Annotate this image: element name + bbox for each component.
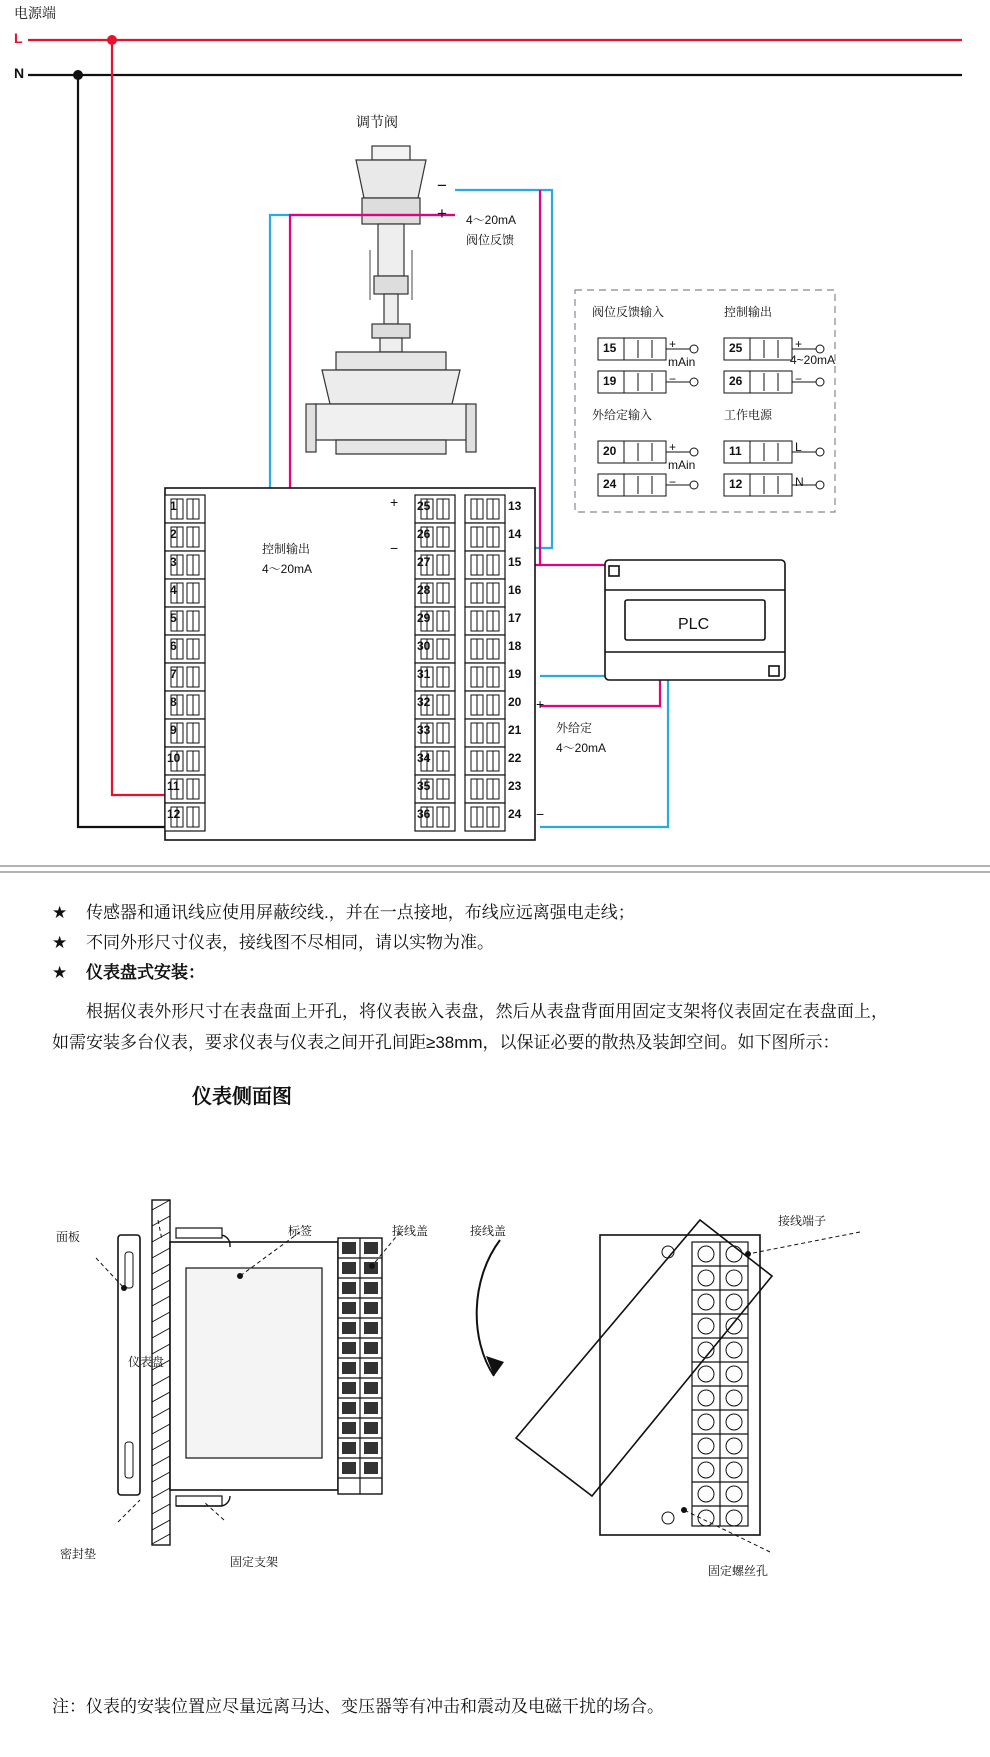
control-valve-graphic <box>306 146 476 454</box>
terminal-block-label: 接线端子 <box>778 1214 827 1228</box>
valve-plus-label: + <box>437 204 447 223</box>
terminal-left-5: 5 <box>170 611 177 625</box>
panel-board-graphic <box>152 1200 170 1545</box>
terminal-right-22: 22 <box>508 751 522 765</box>
bracket-label: 固定支架 <box>230 1555 279 1569</box>
terminal-right-20: 20 <box>508 695 522 709</box>
legend-term-15: 15 <box>603 341 617 355</box>
install-paragraph: 根据仪表外形尺寸在表盘面上开孔，将仪表嵌入表盘，然后从表盘背面用固定支架将仪表固定在表盘面上，如需安装多台仪表，要求仪表与仪表之间开孔间距≥38mm，以保证必要的散热及装卸空间。如下图所示： <box>52 1002 888 1052</box>
note-item-3 <box>52 958 938 988</box>
terminal-right-14: 14 <box>508 527 522 541</box>
legend-sign-minus-1: − <box>669 372 677 386</box>
terminal-mid-32: 32 <box>417 695 431 709</box>
control-output-label: 控制输出 <box>262 542 311 556</box>
ext-setpoint-label: 外给定 <box>556 721 593 735</box>
power-source-label: 电源端 <box>14 5 56 21</box>
legend-sign-L: L <box>795 440 802 454</box>
terminal-strip-right <box>465 495 505 831</box>
terminal-mid-33: 33 <box>417 723 431 737</box>
terminal-left-10: 10 <box>167 751 181 765</box>
legend-sign-N: N <box>795 475 804 489</box>
note-text-2: 不同外形尺寸仪表，接线图不尽相同，请以实物为准。 <box>85 933 494 952</box>
terminal-mid-28: 28 <box>417 583 431 597</box>
notes-section <box>0 880 990 1109</box>
control-valve-title: 调节阀 <box>356 114 398 130</box>
terminal-mid-31: 31 <box>417 667 431 681</box>
note-item-2 <box>52 928 938 958</box>
terminal-left-11: 11 <box>167 779 180 793</box>
terminal-mid-26: 26 <box>417 527 431 541</box>
legend-title-feedback-input: 阀位反馈输入 <box>592 305 665 319</box>
legend-term-25: 25 <box>729 341 743 355</box>
terminal-right-13: 13 <box>508 499 522 513</box>
terminal-right-21: 21 <box>508 723 522 737</box>
bullet-star-icon-2: ★ <box>52 933 68 952</box>
terminal-mid-35: 35 <box>417 779 431 793</box>
panel-board-label: 仪表盘 <box>128 1355 165 1369</box>
legend-title-ext-setpoint-input: 外给定输入 <box>592 408 653 422</box>
terminal-mid-29: 29 <box>417 611 431 625</box>
terminal-left-4: 4 <box>170 583 177 597</box>
legend-title-work-power: 工作电源 <box>724 408 773 422</box>
bullet-star-icon: ★ <box>52 903 68 922</box>
terminal-right-16: 16 <box>508 583 522 597</box>
terminal-mid-27: 27 <box>417 555 431 569</box>
line-N-label: N <box>14 65 25 81</box>
terminal-mid-25: 25 <box>417 499 431 513</box>
wiring-cover-label-2: 接线盖 <box>470 1224 507 1238</box>
note-item-1 <box>52 898 938 928</box>
gasket-label: 密封垫 <box>60 1547 97 1561</box>
footer-note: 注：仪表的安装位置应尽量远离马达、变压器等有冲击和震动及电磁干扰的场合。 <box>52 1697 664 1716</box>
terminal-left-7: 7 <box>170 667 177 681</box>
legend-term-26: 26 <box>729 374 743 388</box>
note-text-1: 传感器和通讯线应使用屏蔽绞线.，并在一点接地，布线应远离强电走线； <box>85 903 635 922</box>
side-view-figure <box>0 1180 990 1600</box>
legend-sign-minus-3: − <box>669 475 677 489</box>
line-L-label: L <box>14 30 23 46</box>
wiring-cover-label: 接线盖 <box>392 1224 429 1238</box>
terminal-left-12: 12 <box>167 807 181 821</box>
terminal-right-15: 15 <box>508 555 522 569</box>
legend-term-24: 24 <box>603 477 617 491</box>
legend-title-control-output: 控制输出 <box>724 305 773 319</box>
legend-sign-plus-1: + <box>669 337 677 351</box>
terminal-left-1: 1 <box>170 499 177 513</box>
control-output-plus: + <box>390 494 399 510</box>
figure-title: 仪表侧面图 <box>192 1086 292 1108</box>
legend-sign-plus-3: + <box>669 440 677 454</box>
exploded-view-graphic <box>477 1220 772 1535</box>
terminal-left-2: 2 <box>170 527 177 541</box>
terminal-right-19: 19 <box>508 667 522 681</box>
legend-sign-minus-2: − <box>795 372 803 386</box>
valve-feedback-label: 阀位反馈 <box>466 233 515 247</box>
tag-label: 标签 <box>288 1224 313 1238</box>
ext-setpoint-range: 4～20mA <box>556 741 607 755</box>
plc-label: PLC <box>678 616 710 633</box>
terminal-right-23: 23 <box>508 779 522 793</box>
faceplate-label: 面板 <box>56 1230 81 1244</box>
legend-sign-plus-2: + <box>795 337 803 351</box>
legend-term-12: 12 <box>729 477 743 491</box>
legend-unit-2: 4~20mA <box>790 353 836 367</box>
valve-minus-label: − <box>437 176 447 195</box>
terminal-right-24: 24 <box>508 807 522 821</box>
legend-term-19: 19 <box>603 374 617 388</box>
legend-unit-main-3: mAin <box>668 458 696 472</box>
terminal-mid-30: 30 <box>417 639 431 653</box>
legend-term-20: 20 <box>603 444 617 458</box>
ext-setpoint-plus: + <box>536 696 545 712</box>
bullet-star-icon-3: ★ <box>52 963 68 982</box>
terminal-right-17: 17 <box>508 611 522 625</box>
valve-feedback-range: 4～20mA <box>466 213 517 227</box>
terminal-mid-36: 36 <box>417 807 431 821</box>
legend-term-11: 11 <box>729 444 742 458</box>
terminal-comb-left-figure <box>338 1238 382 1494</box>
control-output-minus: − <box>390 540 399 556</box>
legend-unit-main-1: mAin <box>668 355 696 369</box>
ext-setpoint-minus: − <box>536 806 545 822</box>
terminal-left-3: 3 <box>170 555 177 569</box>
terminal-right-18: 18 <box>508 639 522 653</box>
terminal-left-8: 8 <box>170 695 177 709</box>
control-output-range: 4～20mA <box>262 562 313 576</box>
note-text-3: 仪表盘式安装： <box>85 963 205 982</box>
label-area <box>186 1268 322 1458</box>
terminal-left-9: 9 <box>170 723 177 737</box>
terminal-left-6: 6 <box>170 639 177 653</box>
screw-hole-label: 固定螺丝孔 <box>708 1564 769 1578</box>
terminal-mid-34: 34 <box>417 751 431 765</box>
